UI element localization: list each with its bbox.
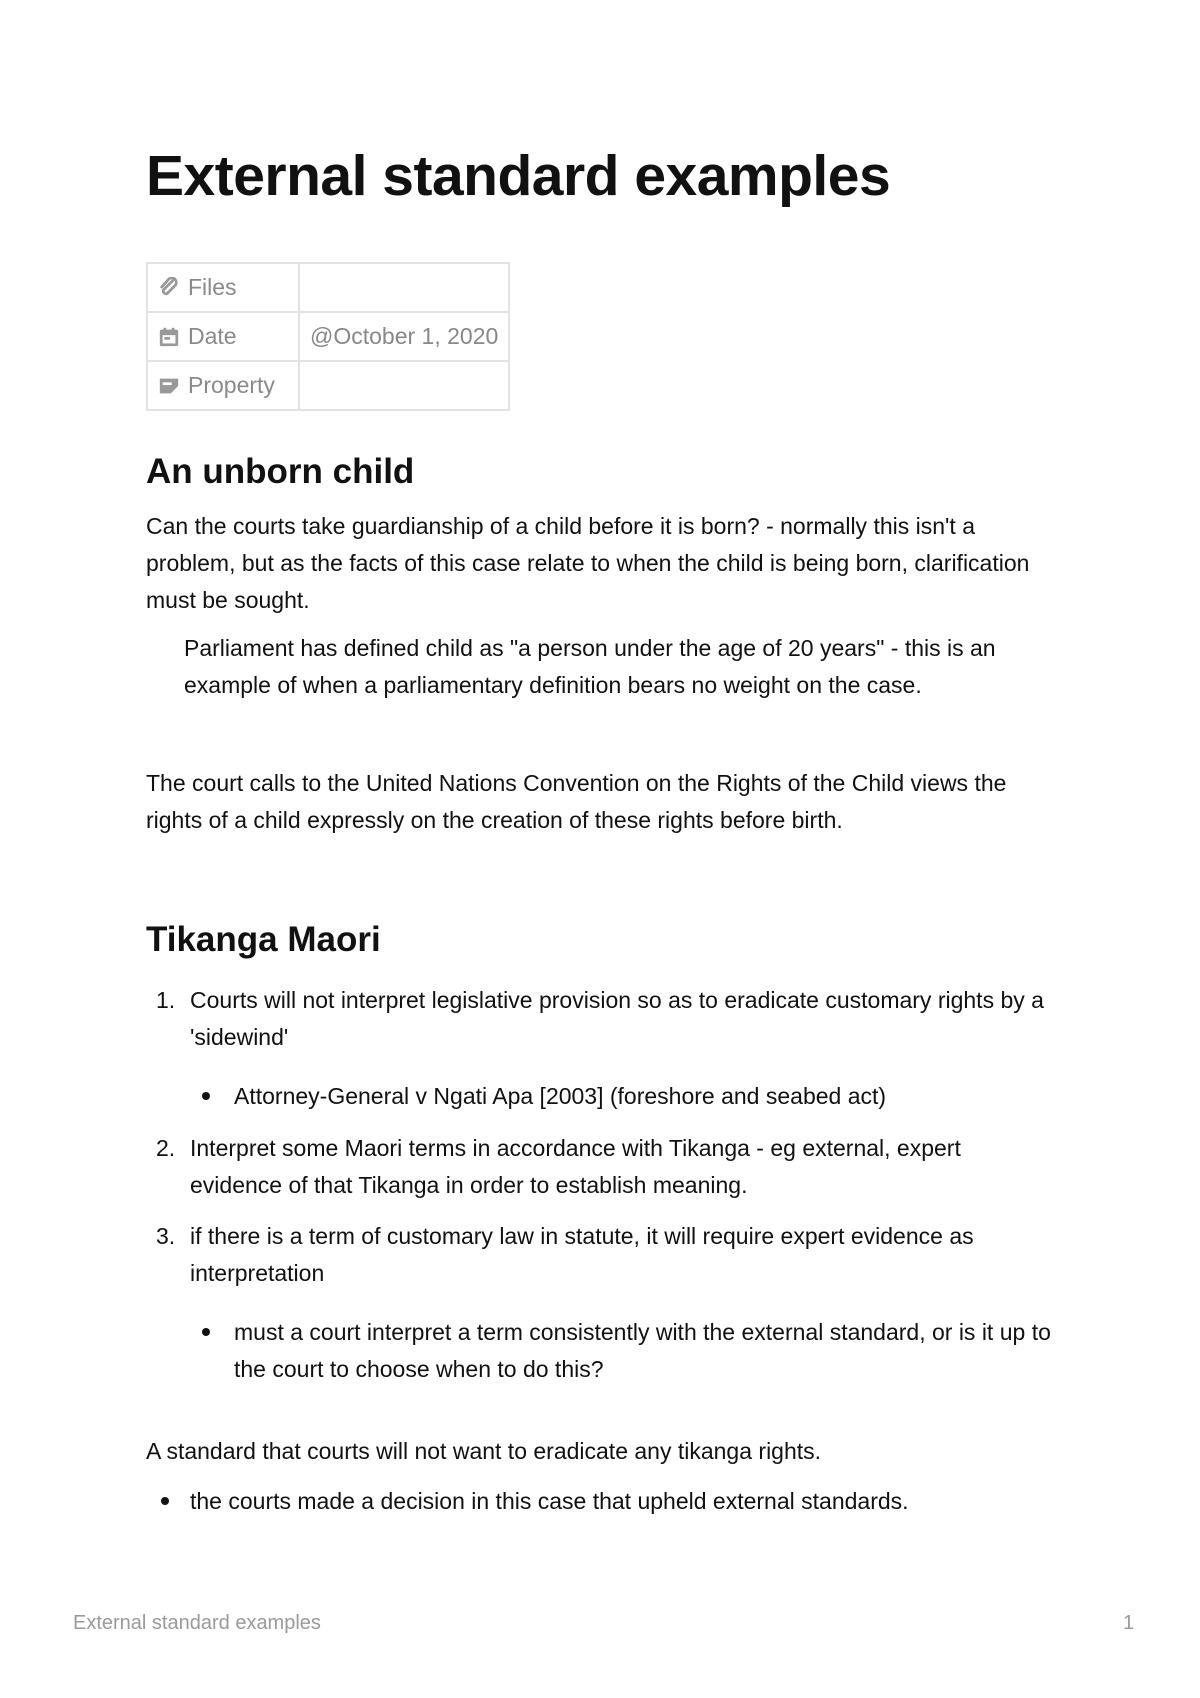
list-item: if there is a term of customary law in statute, it will require expert evidence as interpretation [190,1223,974,1286]
property-row-date [147,312,509,361]
bullet-marker [202,1092,210,1100]
calendar-icon [158,326,180,348]
indented-paragraph: Parliament has defined child as "a person under the age of 20 years" - this is an example of when a parliamentary definition bears no weight on the case. [184,635,996,698]
paperclip-icon [158,277,180,299]
footer-title: External standard examples [73,1612,321,1634]
property-label: Property [188,372,275,398]
property-row-files [147,263,509,312]
list-item: Courts will not interpret legislative provision so as to eradicate customary rights by a 'sidewind' [190,987,1044,1050]
paragraph: Can the courts take guardianship of a child before it is born? - normally this isn't a problem, but as the facts of this case relate to when the child is being born, clarification must be sought. [146,513,1030,613]
property-value[interactable]: @October 1, 2020 [299,312,509,361]
bullet-marker [202,1328,210,1336]
list-subitem: Attorney-General v Ngati Apa [2003] (foreshore and seabed act) [234,1083,887,1109]
property-label: Files [188,274,237,300]
section-heading-unborn-child: An unborn child [146,452,415,491]
list-subitem: must a court interpret a term consistently with the external standard, or is it up to the court to choose when to do this? [234,1319,1051,1382]
tag-icon [158,375,180,397]
property-label: Date [188,323,237,349]
page-number: 1 [1123,1612,1135,1634]
list-item: Interpret some Maori terms in accordance with Tikanga - eg external, expert evidence of that Tikanga in order to establish meaning. [190,1135,961,1198]
section-heading-tikanga-maori: Tikanga Maori [146,920,381,959]
paragraph: A standard that courts will not want to eradicate any tikanga rights. [146,1438,822,1464]
paragraph: The court calls to the United Nations Convention on the Rights of the Child views the rights of a child expressly on the creation of these rights before birth. [146,770,1007,833]
property-value[interactable] [299,263,509,312]
list-number: 3. [156,1223,176,1249]
list-item: the courts made a decision in this case that upheld external standards. [190,1488,909,1514]
list-number: 2. [156,1135,176,1161]
list-number: 1. [156,987,176,1013]
property-value[interactable] [299,361,509,410]
property-row-property [147,361,509,410]
bullet-marker [161,1497,169,1505]
properties-table [146,262,510,411]
page-title: External standard examples [146,144,891,208]
